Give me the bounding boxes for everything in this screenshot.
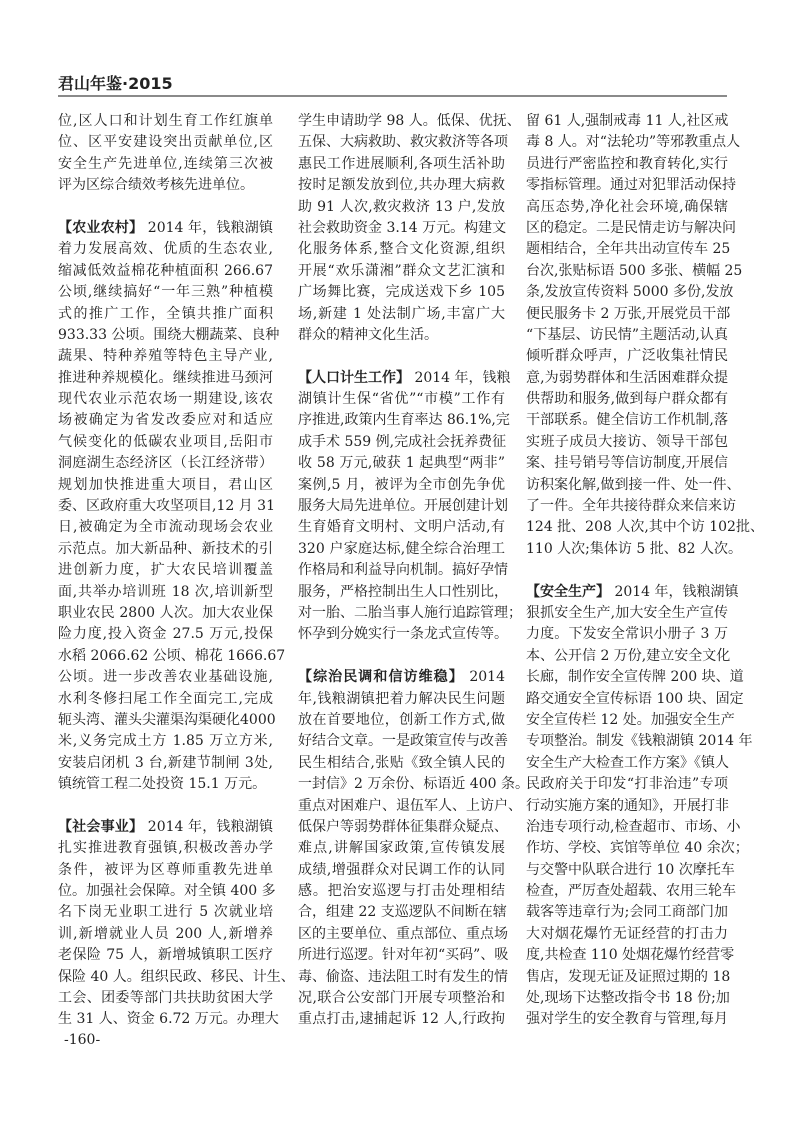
line-text: 放在首要地位，创新工作方式,做 (298, 711, 505, 728)
text-line (298, 689, 505, 710)
text-line (298, 667, 505, 688)
line-text: 收 58 万元,破获 1 起典型“两非” (298, 455, 505, 472)
paragraph-gap (298, 346, 505, 367)
line-text: 缩减低效益棉花种植面积 266.67 (58, 262, 273, 279)
text-line (526, 753, 728, 774)
line-text: 重点对困难户、退伍军人、上访户、 (298, 797, 522, 814)
text-line (58, 731, 273, 752)
text-line (58, 368, 273, 389)
text-line (58, 1009, 279, 1030)
line-text: 职业农民 2800 人次。加大农业保 (58, 604, 273, 621)
line-text: 员进行严密监控和教育转化,实行 (526, 155, 728, 172)
text-line (526, 624, 728, 645)
text-line (526, 389, 728, 410)
text-line (58, 881, 276, 902)
text-line (298, 945, 509, 966)
line-text: 售店，发现无证及证照过期的 18 (526, 968, 731, 985)
text-line (298, 282, 505, 303)
running-header-title: 君山年鉴·2015 (58, 74, 173, 93)
text-line (526, 731, 753, 752)
line-text: 气候变化的低碳农业项目,岳阳市 (58, 433, 273, 450)
text-line (526, 796, 728, 817)
text-line (526, 325, 728, 346)
text-line (298, 453, 505, 474)
line-text: 合，组建 22 支巡逻队不间断在辖 (298, 904, 507, 921)
line-text: 干部联系。健全信访工作机制,落 (526, 412, 728, 429)
text-line (526, 924, 728, 945)
line-text: 所进行巡逻。针对年初“买码”、吸 (298, 947, 509, 964)
line-text: 110 人次;集体访 5 批、82 人次。 (526, 540, 742, 557)
text-line (298, 796, 522, 817)
text-line (298, 368, 511, 389)
text-line (58, 924, 273, 945)
line-text: 检查，严厉查处超载、农用三轮车 (526, 883, 736, 900)
text-line (526, 860, 735, 881)
text-line (298, 881, 505, 902)
line-text: 933.33 公顷。围绕大棚蔬菜、良种 (58, 326, 280, 343)
line-text: 作格局和利益导向机制。搞好孕情 (298, 562, 508, 579)
header-divider (58, 95, 727, 97)
line-text: 水稻 2066.62 公顷、棉花 1666.67 (58, 647, 286, 664)
text-line (526, 496, 736, 517)
text-line (58, 560, 273, 581)
line-text: 年,钱粮湖镇把着力解决民生问题 (298, 690, 505, 707)
text-line (58, 539, 273, 560)
text-line (58, 218, 273, 239)
line-text: 学生申请助学 98 人。低保、优抚、 (298, 113, 521, 129)
line-text: 惠民工作进展顺利,各项生活补助 (298, 155, 505, 172)
line-text: 区的稳定。二是民情走访与解决问 (526, 219, 736, 236)
line-text: 评为区综合绩效考核先进单位。 (58, 177, 254, 194)
line-text: 面,共举办培训班 18 次,培训新型 (58, 583, 273, 600)
line-text: 低保户等弱势群体征集群众疑点、 (298, 818, 508, 835)
line-text: 规划加快推进重大项目，君山区 (58, 476, 273, 493)
line-text: 成绩,增强群众对民调工作的认同 (298, 861, 505, 878)
section-heading: 【农业农村】 (58, 219, 144, 236)
line-text: 治违专项行动,检查超市、市场、小 (526, 818, 741, 835)
line-text: 2014 (463, 669, 505, 686)
text-line (526, 881, 736, 902)
line-text: 服务大局先进单位。开展创建计划 (298, 498, 508, 515)
line-text: 按时足额发放到位,共办理大病救 (298, 177, 505, 194)
text-line (526, 517, 764, 538)
line-text: 广场舞比赛，完成送戏下乡 105 (298, 284, 505, 301)
text-line (298, 731, 508, 752)
text-line (58, 304, 273, 325)
text-line (58, 710, 276, 731)
text-line (526, 132, 741, 153)
text-line (298, 902, 505, 923)
line-text: 倾听群众呼声，广泛收集社情民 (526, 348, 728, 365)
text-line (58, 646, 286, 667)
text-line (58, 689, 273, 710)
paragraph-gap (298, 646, 505, 667)
text-line (58, 154, 273, 175)
text-line (298, 218, 505, 239)
text-line (526, 197, 728, 218)
line-text: 2014 年，钱粮湖镇 (610, 583, 739, 600)
line-text: 了一件。全年共接待群众来信来访 (526, 498, 736, 515)
text-line (526, 689, 744, 710)
line-text: 轭头湾、灌头尖灌渠沟渠硬化4000 (58, 711, 276, 728)
line-text: 2014 年，钱粮湖镇 (143, 219, 273, 236)
text-line (526, 603, 728, 624)
text-column-2 (298, 111, 529, 1031)
line-text: 零指标管理。通过对犯罪活动保持 (526, 177, 736, 194)
text-line (526, 902, 728, 923)
line-text: 案例,5 月，被评为全市创先争优 (298, 476, 505, 493)
text-line (298, 838, 505, 859)
line-text: 对一胎、二胎当事人施行追踪管理； (298, 604, 522, 621)
line-text: 训,新增就业人员 200 人,新增养 (58, 925, 273, 942)
line-text: 名下岗无业职工进行 5 次就业培 (58, 904, 273, 921)
text-column-1 (58, 111, 295, 1031)
line-text: “下基层、访民情”主题活动,认真 (526, 326, 728, 343)
text-line (58, 967, 295, 988)
text-line (526, 817, 741, 838)
text-line (298, 132, 508, 153)
text-line (58, 239, 273, 260)
text-line (58, 582, 273, 603)
line-text: 生 31 人、资金 6.72 万元。办理大 (58, 1011, 279, 1028)
line-text: 保险 40 人。组织民政、移民、计生、 (58, 968, 295, 985)
text-line (526, 1009, 728, 1030)
line-text: 320 户家庭达标,健全综合治理工 (298, 540, 505, 557)
text-line (58, 346, 273, 367)
line-text: 场被确定为省发改委应对和适应 (58, 412, 273, 429)
text-line (298, 475, 505, 496)
line-text: 高压态势,净化社会环境,确保辖 (526, 198, 728, 215)
line-text: 水利冬修扫尾工作全面完工,完成 (58, 690, 273, 707)
line-text: 作坊、学校、宾馆等单位 40 余次； (526, 840, 749, 857)
line-text: 进创新力度，扩大农民培训覆盖 (58, 562, 273, 579)
line-text: 安全生产先进单位,连续第三次被 (58, 155, 273, 172)
line-text: 式的推广工作，全镇共推广面积 (58, 305, 273, 322)
line-text: 民生相结合,张贴《致全镇人民的 (298, 754, 505, 771)
text-line (58, 603, 273, 624)
section-heading: 【社会事业】 (58, 818, 144, 835)
text-line (58, 175, 273, 196)
text-line (526, 410, 728, 431)
line-text: 委、区政府重大攻坚项目,12 月 31 (58, 498, 275, 515)
text-line (58, 988, 273, 1009)
text-line (526, 710, 735, 731)
text-line (58, 624, 273, 645)
line-text: 群众的精神文化生活。 (298, 326, 438, 343)
text-line (58, 774, 273, 795)
text-line (298, 539, 505, 560)
line-text: 感。把治安巡逻与打击处理相结 (298, 883, 505, 900)
text-line (298, 239, 505, 260)
text-line (298, 389, 505, 410)
text-line (58, 132, 273, 153)
text-line (526, 111, 728, 132)
line-text: 一封信》2 万余份、标语近 400 条。 (298, 776, 529, 793)
text-line (58, 410, 273, 431)
text-line (298, 325, 505, 346)
text-line (526, 646, 731, 667)
line-text: 示范点。加大新品种、新技术的引 (58, 540, 273, 557)
text-line (526, 432, 728, 453)
line-text: 化服务体系,整合文化资源,组织 (298, 241, 505, 258)
text-line (58, 902, 273, 923)
line-text: 工会、团委等部门共扶助贫困大学 (58, 990, 273, 1007)
text-line (298, 624, 508, 645)
line-text: 开展“欢乐潇湘”群众文艺汇演和 (298, 262, 505, 279)
line-text: 重点打击,逮捕起诉 12 人,行政拘 (298, 1011, 505, 1028)
line-text: 台次,张贴标语 500 多张、横幅 25 (526, 262, 743, 279)
text-line (298, 582, 508, 603)
line-text: 好结合文章。一是政策宣传与改善 (298, 733, 508, 750)
text-line (526, 175, 736, 196)
text-line (526, 539, 742, 560)
line-text: 况,联合公安部门开展专项整治和 (298, 990, 505, 1007)
text-line (58, 432, 273, 453)
text-line (58, 496, 273, 517)
line-text: 扎实推进教育强镇,积极改善办学 (58, 840, 273, 857)
line-text: 公顷,继续搞好“一年三熟”种植模 (58, 284, 273, 301)
line-text: 路交通安全宣传标语 100 块、固定 (526, 690, 744, 707)
text-line (298, 753, 505, 774)
text-line (298, 410, 510, 431)
line-text: 米,义务完成土方 1.85 万立方米, (58, 733, 273, 750)
text-line (298, 517, 505, 538)
line-text: 大对烟花爆竹无证经营的打击力 (526, 925, 728, 942)
line-text: 推进种养规模化。继续推进马颈河 (58, 369, 273, 386)
paragraph-gap (58, 197, 273, 218)
line-text: 序推进,政策内生育率达 86.1%,完 (298, 412, 510, 429)
text-line (526, 154, 728, 175)
line-text: 专项整治。制发《钱粮湖镇 2014 年 (526, 733, 753, 750)
text-line (58, 838, 273, 859)
line-text: 狠抓安全生产,加大安全生产宣传 (526, 604, 728, 621)
line-text: 2014 年，钱粮 (410, 369, 511, 386)
line-text: 区的主要单位、重点部位、重点场 (298, 925, 508, 942)
text-line (298, 111, 521, 132)
text-line (58, 517, 273, 538)
line-text: 供帮助和服务,做到每户群众都有 (526, 391, 728, 408)
text-line (526, 838, 749, 859)
text-line (526, 667, 744, 688)
line-text: 行动实施方案的通知》，开展打非 (526, 797, 729, 814)
text-line (298, 304, 505, 325)
line-text: 安全宣传栏 12 处。加强安全生产 (526, 711, 735, 728)
text-line (526, 282, 734, 303)
line-text: 难点,讲解国家政策,宣传镇发展 (298, 840, 505, 857)
line-text: 实班子成员大接访、领导干部包 (526, 433, 728, 450)
line-text: 载客等违章行为;会同工商部门加 (526, 904, 728, 921)
text-line (58, 325, 280, 346)
text-line (526, 945, 735, 966)
line-text: 位,区人口和计划生育工作红旗单 (58, 113, 273, 129)
line-text: 安装启闭机 3 台,新建节制闸 3处, (58, 754, 273, 771)
text-line (526, 239, 731, 260)
text-line (298, 924, 508, 945)
line-text: 强对学生的安全教育与管理,每月 (526, 1011, 728, 1028)
text-line (298, 154, 505, 175)
line-text: 蔬果、特种养殖等特色主导产业, (58, 348, 273, 365)
line-text: 条,发放宣传资料 5000 多份,发放 (526, 284, 734, 301)
text-line (58, 389, 273, 410)
line-text: 险力度,投入资金 27.5 万元,投保 (58, 626, 273, 643)
text-line (526, 774, 728, 795)
text-line (526, 346, 728, 367)
text-line (298, 603, 522, 624)
text-line (526, 475, 741, 496)
line-text: 五保、大病救助、救灾救济等各项 (298, 134, 508, 151)
line-text: 现代农业示范农场一期建设,该农 (58, 391, 273, 408)
line-text: 本、公开信 2 万份,建立安全文化 (526, 647, 731, 664)
line-text: 力度。下发安全常识小册子 3 万 (526, 626, 728, 643)
line-text: 镇统管工程二处投资 15.1 万元。 (58, 776, 267, 793)
text-line (526, 453, 728, 474)
text-line (298, 710, 505, 731)
line-text: 服务，严格控制出生人口性别比， (298, 583, 508, 600)
line-text: 与交警中队联合进行 10 次摩托车 (526, 861, 735, 878)
line-text: 留 61 人,强制戒毒 11 人,社区戒 (526, 113, 729, 129)
line-text: 条件，被评为区尊师重教先进单 (58, 861, 273, 878)
text-line (298, 261, 505, 282)
line-text: 长廊，制作安全宣传牌 200 块、道 (526, 669, 744, 686)
line-text: 位、区平安建设突出贡献单位,区 (58, 134, 273, 151)
line-text: 场,新建 1 处法制广场,丰富广大 (298, 305, 505, 322)
text-line (58, 753, 273, 774)
text-line (298, 967, 508, 988)
text-line (58, 945, 273, 966)
line-text: 民政府关于印发“打非治违”专项 (526, 776, 728, 793)
text-line (298, 432, 505, 453)
line-text: 意,为弱势群体和生活困难群众提 (526, 369, 728, 386)
line-text: 社会救助资金 3.14 万元。构建文 (298, 219, 507, 236)
paragraph-gap (58, 796, 273, 817)
text-line (298, 817, 508, 838)
text-line (58, 475, 273, 496)
line-text: 毒 8 人。对“法轮功”等邪教重点人 (526, 134, 741, 151)
text-line (298, 988, 505, 1009)
section-heading: 【综治民调和信访维稳】 (298, 669, 464, 686)
line-text: 湖镇计生保“省优”“市模”工作有 (298, 391, 505, 408)
line-text: 位。加强社会保障。对全镇 400 多 (58, 883, 276, 900)
text-line (58, 111, 273, 132)
line-text: 着力发展高效、优质的生态农业, (58, 241, 273, 258)
line-text: 题相结合，全年共出动宣传车 25 (526, 241, 731, 258)
text-line (298, 1009, 505, 1030)
line-text: 案、挂号销号等信访制度,开展信 (526, 455, 728, 472)
text-line (526, 967, 731, 988)
line-text: 毒、偷盗、违法阻工时有发生的情 (298, 968, 508, 985)
text-line (58, 261, 273, 282)
line-text: 老保险 75 人，新增城镇职工医疗 (58, 947, 273, 964)
text-line (298, 175, 505, 196)
text-column-3 (526, 111, 764, 1031)
text-line (58, 667, 273, 688)
line-text: 助 91 人次,救灾救济 13 户,发放 (298, 198, 505, 215)
text-line (526, 988, 728, 1009)
line-text: 安全生产大检查工作方案》《镇人 (526, 754, 729, 771)
line-text: 124 批、208 人次,其中个访 102批、 (526, 519, 764, 536)
line-text: 公顷。进一步改善农业基础设施, (58, 669, 273, 686)
line-text: 生育婚育文明村、文明户活动,有 (298, 519, 505, 536)
text-line (298, 860, 505, 881)
text-line (298, 560, 508, 581)
line-text: 洞庭湖生态经济区（长江经济带） (58, 455, 273, 472)
text-line (58, 860, 273, 881)
line-text: 处,现场下达整改指令书 18 份;加 (526, 990, 730, 1007)
text-line (298, 496, 508, 517)
text-line (298, 774, 529, 795)
line-text: 成手术 559 例,完成社会抚养费征 (298, 433, 507, 450)
line-text: 访积案化解,做到接一件、处一件、 (526, 476, 741, 493)
line-text: 度,共检查 110 处烟花爆竹经营零 (526, 947, 735, 964)
text-line (526, 368, 728, 389)
text-line (526, 582, 739, 603)
text-line (58, 453, 273, 474)
text-line (526, 261, 743, 282)
line-text: 2014 年，钱粮湖镇 (143, 818, 273, 835)
paragraph-gap (526, 560, 728, 581)
text-line (58, 817, 273, 838)
text-line (298, 197, 505, 218)
line-text: 便民服务卡 2 万张,开展党员干部 (526, 305, 731, 322)
section-heading: 【人口计生工作】 (298, 369, 410, 386)
page-number: -160- (64, 1032, 101, 1048)
line-text: 日,被确定为全市流动现场会农业 (58, 519, 273, 536)
text-line (526, 218, 736, 239)
section-heading: 【安全生产】 (526, 583, 610, 600)
text-line (526, 304, 731, 325)
line-text: 怀孕到分娩实行一条龙式宣传等。 (298, 626, 508, 643)
text-line (58, 282, 273, 303)
